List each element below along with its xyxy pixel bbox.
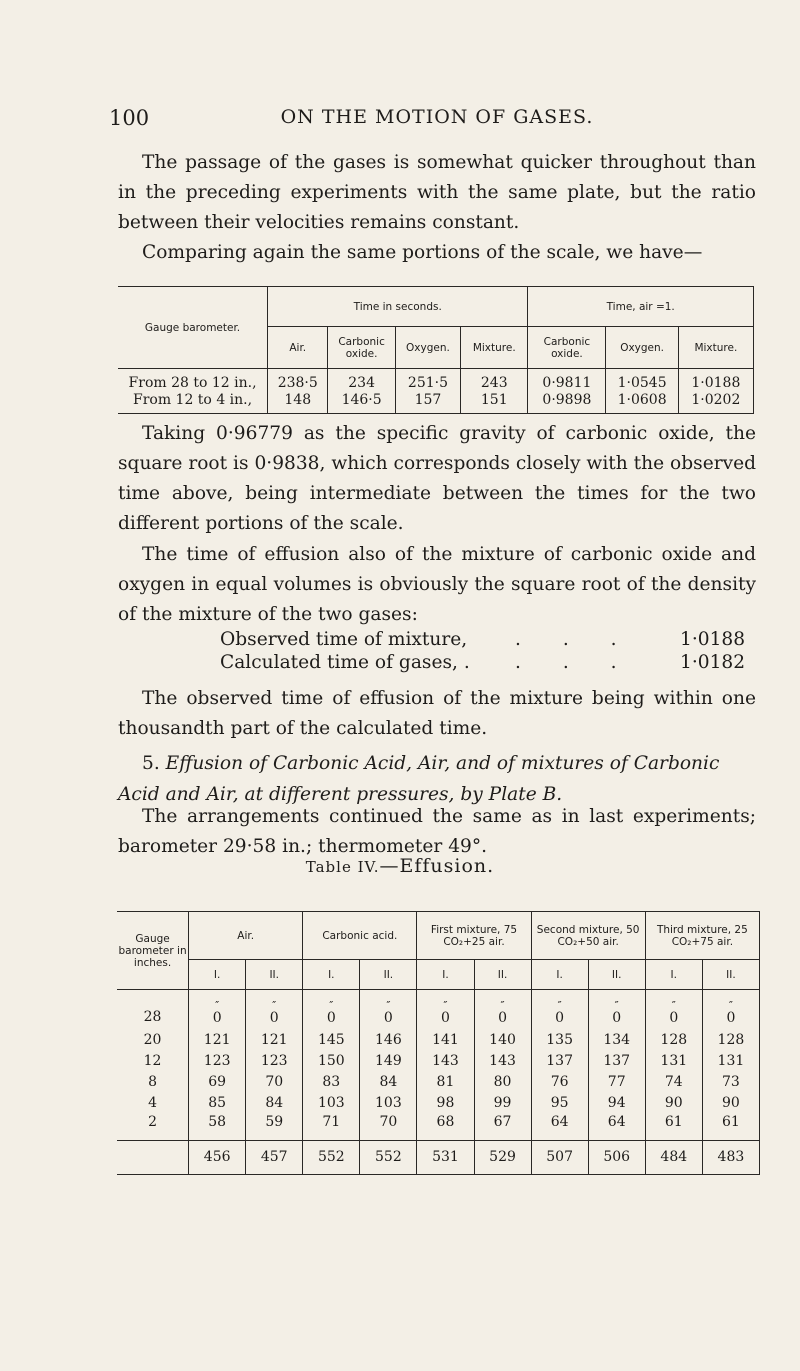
cell-value: 0 — [498, 1009, 507, 1026]
table-cell: 70 — [360, 1114, 417, 1141]
timing-table — [118, 286, 754, 414]
gauge-cell: 12 — [117, 1051, 189, 1072]
table-cell: 61 — [645, 1114, 702, 1141]
table4-gauge-header: Gauge barometer in inches. — [117, 912, 189, 990]
seconds-mark: ″ — [386, 998, 391, 1012]
run-header: II. — [246, 960, 303, 990]
total-cell: 506 — [588, 1140, 645, 1174]
table-cell: 85 — [189, 1093, 246, 1114]
table4-group-first-mixture: First mixture, 75 CO₂+25 air. — [417, 912, 531, 960]
comparison-label: Calculated time of gases, . — [220, 652, 470, 673]
table-cell: 141 — [417, 1030, 474, 1051]
total-cell: 456 — [189, 1140, 246, 1174]
list-item — [220, 628, 760, 651]
table-cell: 251·5 — [395, 369, 460, 392]
run-header: I. — [417, 960, 474, 990]
table-cell — [246, 990, 303, 1030]
table-cell: 243 — [461, 369, 528, 392]
table-cell: 0·9898 — [528, 391, 606, 413]
gauge-cell: 8 — [117, 1072, 189, 1093]
table-cell: 1·0188 — [678, 369, 753, 392]
table-cell: 99 — [474, 1093, 531, 1114]
cell-value: 0 — [212, 1009, 222, 1026]
section-number: 5. — [142, 753, 160, 774]
table-cell: 69 — [189, 1072, 246, 1093]
total-cell: 552 — [360, 1140, 417, 1174]
table-cell: 84 — [246, 1093, 303, 1114]
table4-title — [0, 855, 800, 877]
table-cell: 80 — [474, 1072, 531, 1093]
cell-value: 0 — [383, 1009, 393, 1026]
table-cell: From 12 to 4 in., — [118, 391, 268, 413]
table1-sub-air: Air. — [268, 327, 328, 369]
table-cell: 94 — [588, 1093, 645, 1114]
seconds-mark: ″ — [728, 998, 733, 1012]
run-header: I. — [645, 960, 702, 990]
table-cell: 83 — [303, 1072, 360, 1093]
table4-group-carbonic-acid: Carbonic acid. — [303, 912, 417, 960]
table-cell: 151 — [461, 391, 528, 413]
table-cell: 90 — [645, 1093, 702, 1114]
paragraph-2: Comparing again the same portions of the scale, we have— — [142, 242, 703, 263]
table-cell: 146 — [360, 1030, 417, 1051]
gauge-cell: 4 — [117, 1093, 189, 1114]
cell-value: 0 — [555, 1009, 565, 1026]
comparison-value: 1·0188 — [680, 629, 746, 650]
table-cell: 234 — [328, 369, 395, 392]
table-cell — [588, 990, 645, 1030]
table-cell: From 28 to 12 in., — [118, 369, 268, 392]
table-cell: 131 — [645, 1051, 702, 1072]
total-cell: 552 — [303, 1140, 360, 1174]
paragraph-5: The observed time of effusion of the mixture being within one thousandth part of the calculated time. — [118, 688, 756, 739]
table-cell: 148 — [268, 391, 328, 413]
run-header: I. — [531, 960, 588, 990]
total-cell: 529 — [474, 1140, 531, 1174]
table4-group-second-mixture: Second mixture, 50 CO₂+50 air. — [531, 912, 645, 960]
table-row — [117, 990, 760, 1030]
table-cell: 143 — [474, 1051, 531, 1072]
table-cell: 149 — [360, 1051, 417, 1072]
seconds-mark: ″ — [329, 998, 334, 1012]
table-cell: 146·5 — [328, 391, 395, 413]
table-cell: 71 — [303, 1114, 360, 1141]
table-cell: 150 — [303, 1051, 360, 1072]
table-cell — [531, 990, 588, 1030]
table4-group-air: Air. — [189, 912, 303, 960]
table1-sub-ratio-oxygen: Oxygen. — [606, 327, 678, 369]
effusion-table — [117, 911, 760, 1175]
total-cell: 484 — [645, 1140, 702, 1174]
cell-value: 0 — [726, 1009, 736, 1026]
table-cell: 64 — [588, 1114, 645, 1141]
table-cell — [474, 990, 531, 1030]
table-cell: 157 — [395, 391, 460, 413]
table-cell: 103 — [360, 1093, 417, 1114]
table-cell: 1·0608 — [606, 391, 678, 413]
table-cell: 123 — [246, 1051, 303, 1072]
seconds-mark: ″ — [443, 998, 448, 1012]
table-cell: 131 — [702, 1051, 759, 1072]
table-cell: 1·0202 — [678, 391, 753, 413]
table-cell: 103 — [303, 1093, 360, 1114]
seconds-mark: ″ — [272, 998, 277, 1012]
table-cell: 64 — [531, 1114, 588, 1141]
table-cell — [417, 990, 474, 1030]
table4-caption: —Effusion. — [379, 855, 495, 877]
table-cell: 121 — [189, 1030, 246, 1051]
table-cell: 84 — [360, 1072, 417, 1093]
totals-row — [117, 1140, 760, 1174]
table1-sub-carbonic-oxide: Carbonic oxide. — [328, 327, 395, 369]
table-cell: 61 — [702, 1114, 759, 1141]
seconds-mark: ″ — [671, 998, 676, 1012]
table-cell: 74 — [645, 1072, 702, 1093]
table-cell: 98 — [417, 1093, 474, 1114]
paragraph-6: The arrangements continued the same as in last experiments; barometer 29·58 in.; thermometer 49°. — [118, 806, 756, 857]
table-cell: 58 — [189, 1114, 246, 1141]
gauge-cell: 20 — [117, 1030, 189, 1051]
table-cell: 76 — [531, 1072, 588, 1093]
total-cell: 507 — [531, 1140, 588, 1174]
run-header: I. — [189, 960, 246, 990]
total-cell: 531 — [417, 1140, 474, 1174]
table-cell — [645, 990, 702, 1030]
table-cell — [360, 990, 417, 1030]
table1-ratio-header: Time, air =1. — [528, 287, 754, 327]
table-row — [118, 391, 754, 413]
leader-dots: . . . — [515, 629, 635, 650]
table-cell — [303, 990, 360, 1030]
table1-sub-mixture: Mixture. — [461, 327, 528, 369]
gauge-cell: 28 — [117, 990, 189, 1030]
table-cell: 137 — [531, 1051, 588, 1072]
cell-value: 0 — [269, 1009, 279, 1026]
table-cell: 81 — [417, 1072, 474, 1093]
run-header: II. — [588, 960, 645, 990]
table-cell: 0·9811 — [528, 369, 606, 392]
table-row — [117, 1072, 760, 1093]
gauge-cell: 2 — [117, 1114, 189, 1141]
cell-value: 0 — [612, 1009, 622, 1026]
table-cell: 123 — [189, 1051, 246, 1072]
table4-group-third-mixture: Third mixture, 25 CO₂+75 air. — [645, 912, 759, 960]
table1-sub-ratio-carbonic-oxide: Carbonic oxide. — [528, 327, 606, 369]
table-cell: 140 — [474, 1030, 531, 1051]
cell-value: 0 — [441, 1009, 450, 1026]
table-cell: 68 — [417, 1114, 474, 1141]
table-cell: 90 — [702, 1093, 759, 1114]
table-cell — [189, 990, 246, 1030]
total-cell: 457 — [246, 1140, 303, 1174]
table-row — [117, 1114, 760, 1141]
run-header: II. — [360, 960, 417, 990]
table-cell: 59 — [246, 1114, 303, 1141]
comparison-list — [220, 628, 760, 674]
table-cell: 128 — [702, 1030, 759, 1051]
comparison-label: Observed time of mixture, — [220, 629, 468, 650]
section-heading — [118, 748, 758, 810]
page-header — [109, 106, 757, 136]
table-cell: 77 — [588, 1072, 645, 1093]
table-cell: 67 — [474, 1114, 531, 1141]
table-cell: 73 — [702, 1072, 759, 1093]
table-cell: 137 — [588, 1051, 645, 1072]
run-header: II. — [474, 960, 531, 990]
paragraph-3: Taking 0·96779 as the specific gravity of carbonic oxide, the square root is 0·9838, which corresponds closely with the observed time above, being intermediate between the times for the two different portions of the scale. — [118, 423, 756, 534]
list-item — [220, 651, 760, 674]
table-cell: 145 — [303, 1030, 360, 1051]
table-cell: 70 — [246, 1072, 303, 1093]
running-title: ON THE MOTION OF GASES. — [280, 106, 594, 128]
total-cell: 483 — [702, 1140, 759, 1174]
cell-value: 0 — [326, 1009, 336, 1026]
comparison-value: 1·0182 — [680, 652, 746, 673]
table-cell: 128 — [645, 1030, 702, 1051]
leader-dots: . . . — [515, 652, 635, 673]
table4-label: Table IV. — [305, 858, 380, 876]
table-cell: 135 — [531, 1030, 588, 1051]
table1-gauge-header: Gauge barometer. — [118, 287, 268, 369]
table-cell — [117, 1140, 189, 1174]
table1-sub-oxygen: Oxygen. — [395, 327, 460, 369]
table-cell: 95 — [531, 1093, 588, 1114]
seconds-mark: ″ — [500, 998, 505, 1012]
seconds-mark: ″ — [557, 998, 562, 1012]
paragraph-4: The time of effusion also of the mixture of carbonic oxide and oxygen in equal volumes is obviously the square root of the density of the mixture of the two gases: — [118, 544, 756, 625]
table-cell: 238·5 — [268, 369, 328, 392]
table1-seconds-header: Time in seconds. — [268, 287, 528, 327]
section-title: Effusion of Carbonic Acid, Air, and of mixtures of Carbonic Acid and Air, at different pressures, by Plate B. — [118, 753, 720, 805]
table-cell — [702, 990, 759, 1030]
table1-sub-ratio-mixture: Mixture. — [678, 327, 753, 369]
seconds-mark: ″ — [614, 998, 619, 1012]
table-row — [118, 369, 754, 392]
run-header: II. — [702, 960, 759, 990]
table-row — [117, 1030, 760, 1051]
table-cell: 121 — [246, 1030, 303, 1051]
paragraph-1: The passage of the gases is somewhat quicker throughout than in the preceding experiments with the same plate, but the ratio between their velocities remains constant. — [118, 152, 756, 233]
table-cell: 143 — [417, 1051, 474, 1072]
cell-value: 0 — [669, 1009, 679, 1026]
page-number: 100 — [109, 106, 150, 130]
table-cell: 1·0545 — [606, 369, 678, 392]
seconds-mark: ″ — [215, 998, 220, 1012]
run-header: I. — [303, 960, 360, 990]
table-row — [117, 1051, 760, 1072]
table-cell: 134 — [588, 1030, 645, 1051]
table-row — [117, 1093, 760, 1114]
